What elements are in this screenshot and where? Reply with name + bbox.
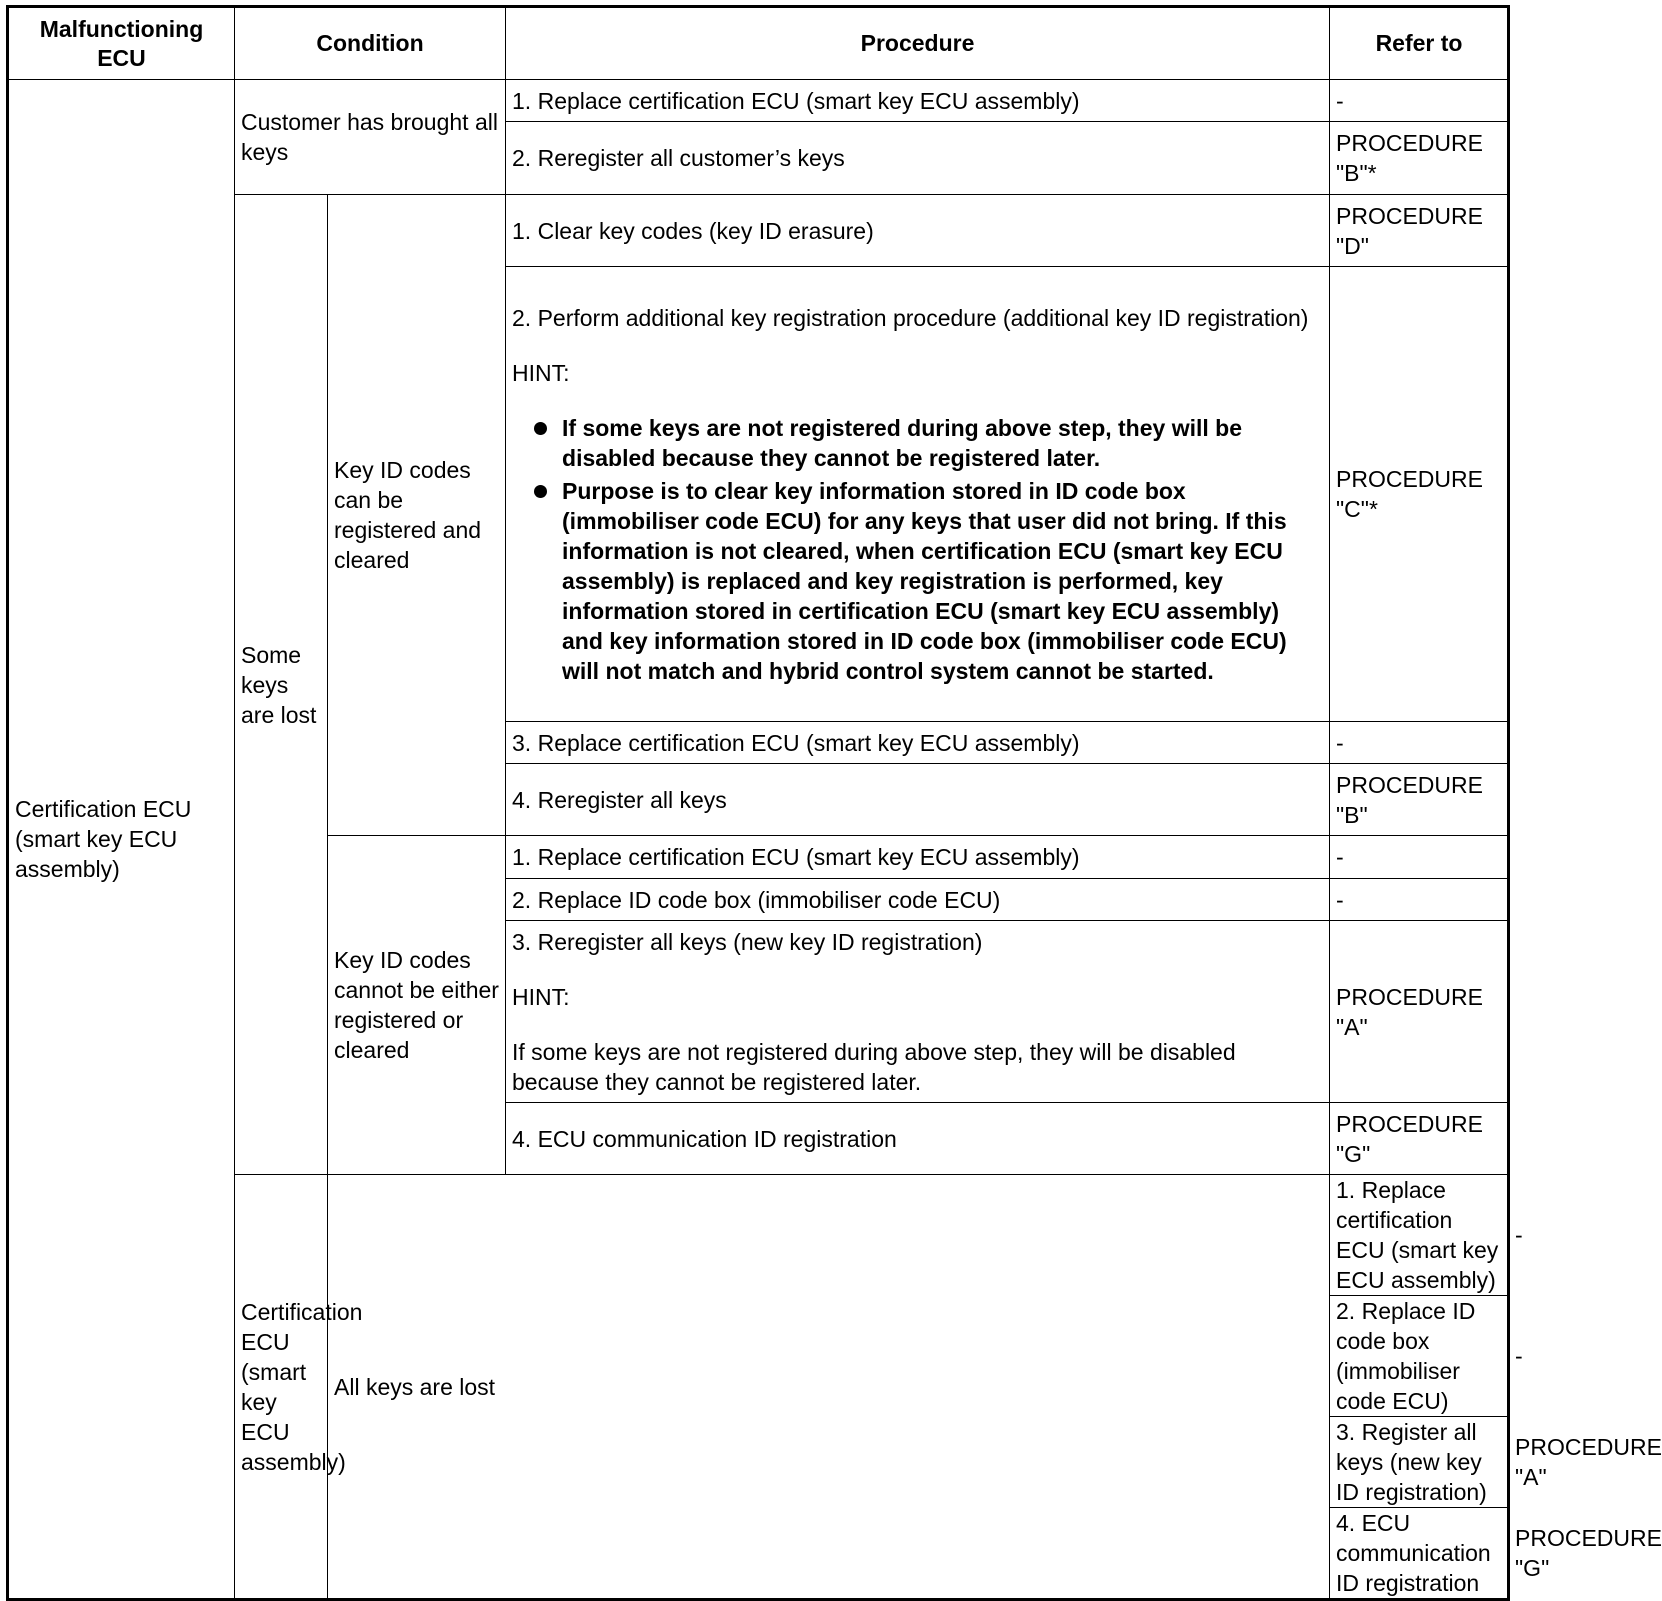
procedure-cell: 1. Replace certification ECU (smart key ECU assembly) [1330,1175,1509,1296]
header-procedure: Procedure [506,7,1330,80]
procedure-cell: 2. Reregister all customer’s keys [506,122,1330,195]
procedure-cell: 1. Clear key codes (key ID erasure) [506,195,1330,267]
bullet-icon [534,422,547,435]
refer-cell: PROCEDURE "B"* [1330,122,1509,195]
procedure-cell: 2. Replace ID code box (immobiliser code ECU) [1330,1296,1509,1417]
refer-cell: - [1330,722,1509,764]
table-row: Certification ECU (smart key ECU assembly) All keys are lost 1. Replace certification ECU (smart key ECU assembly) - [8,1175,1509,1296]
condition-cell: Some keys are lost [235,195,328,1175]
header-condition: Condition [235,7,506,80]
ecu-cell: Certification ECU (smart key ECU assembly) [235,1175,328,1600]
sub-condition-cell: Key ID codes cannot be either registered or cleared [328,836,506,1175]
procedure-text: 2. Perform additional key registration procedure (additional key ID registration) [512,304,1309,331]
procedure-cell: 1. Replace certification ECU (smart key ECU assembly) [506,80,1330,122]
header-refer-to: Refer to [1330,7,1509,80]
table-row: 3. Register all keys (new key ID registration) PROCEDURE "A" [8,1417,1509,1508]
hint-bullet: If some keys are not registered during above step, they will be disabled because they cannot be registered later. [534,413,1323,473]
refer-cell: - [1330,836,1509,879]
ecu-cell: Certification ECU (smart key ECU assembly) [8,80,235,1600]
hint-bullet: Purpose is to clear key information stored in ID code box (immobiliser code ECU) for any keys that user did not bring. If this information is not cleared, when certification ECU (smart key ECU assembly) is replaced and key registration is performed, key information stored in certification ECU (smart key ECU assembly) and key information stored in ID code box (immobiliser code ECU) will not match and hybrid control system cannot be started. [534,476,1323,686]
procedure-cell: 4. ECU communication ID registration [1330,1508,1509,1600]
procedure-cell: 3. Replace certification ECU (smart key ECU assembly) [506,722,1330,764]
procedure-cell: 4. ECU communication ID registration [506,1103,1330,1175]
table-row: 2. Replace ID code box (immobiliser code ECU) - [8,1296,1509,1417]
refer-cell: - [1330,80,1509,122]
hint-list [512,413,1323,686]
condition-cell: All keys are lost [328,1175,1330,1600]
refer-cell: PROCEDURE "B" [1330,764,1509,836]
procedure-cell: 1. Replace certification ECU (smart key ECU assembly) [506,836,1330,879]
header-row [8,7,1509,80]
refer-cell: PROCEDURE "A" [1330,921,1509,1103]
header-malfunctioning-ecu: Malfunctioning ECU [8,7,235,80]
table-row [8,80,1509,122]
refer-cell: PROCEDURE "G" [1330,1103,1509,1175]
procedure-cell [506,267,1330,722]
table-row: 4. ECU communication ID registration PROCEDURE "G" [8,1508,1509,1600]
hint-label: HINT: [512,359,570,386]
procedure-cell: 4. Reregister all keys [506,764,1330,836]
procedure-text: 3. Reregister all keys (new key ID registration) [512,928,983,955]
refer-cell: - [1330,879,1509,921]
hint-note: If some keys are not registered during above step, they will be disabled because they cannot be registered later. [512,1038,1236,1095]
procedure-cell: 2. Replace ID code box (immobiliser code ECU) [506,879,1330,921]
refer-cell: PROCEDURE "C"* [1330,267,1509,722]
hint-label: HINT: [512,983,570,1010]
procedure-table [6,5,1662,1601]
sub-condition-cell: Key ID codes can be registered and cleared [328,195,506,836]
bullet-icon [534,485,547,498]
condition-cell: Customer has brought all keys [235,80,506,195]
refer-cell: PROCEDURE "D" [1330,195,1509,267]
procedure-cell [506,921,1330,1103]
procedure-cell: 3. Register all keys (new key ID registration) [1330,1417,1509,1508]
